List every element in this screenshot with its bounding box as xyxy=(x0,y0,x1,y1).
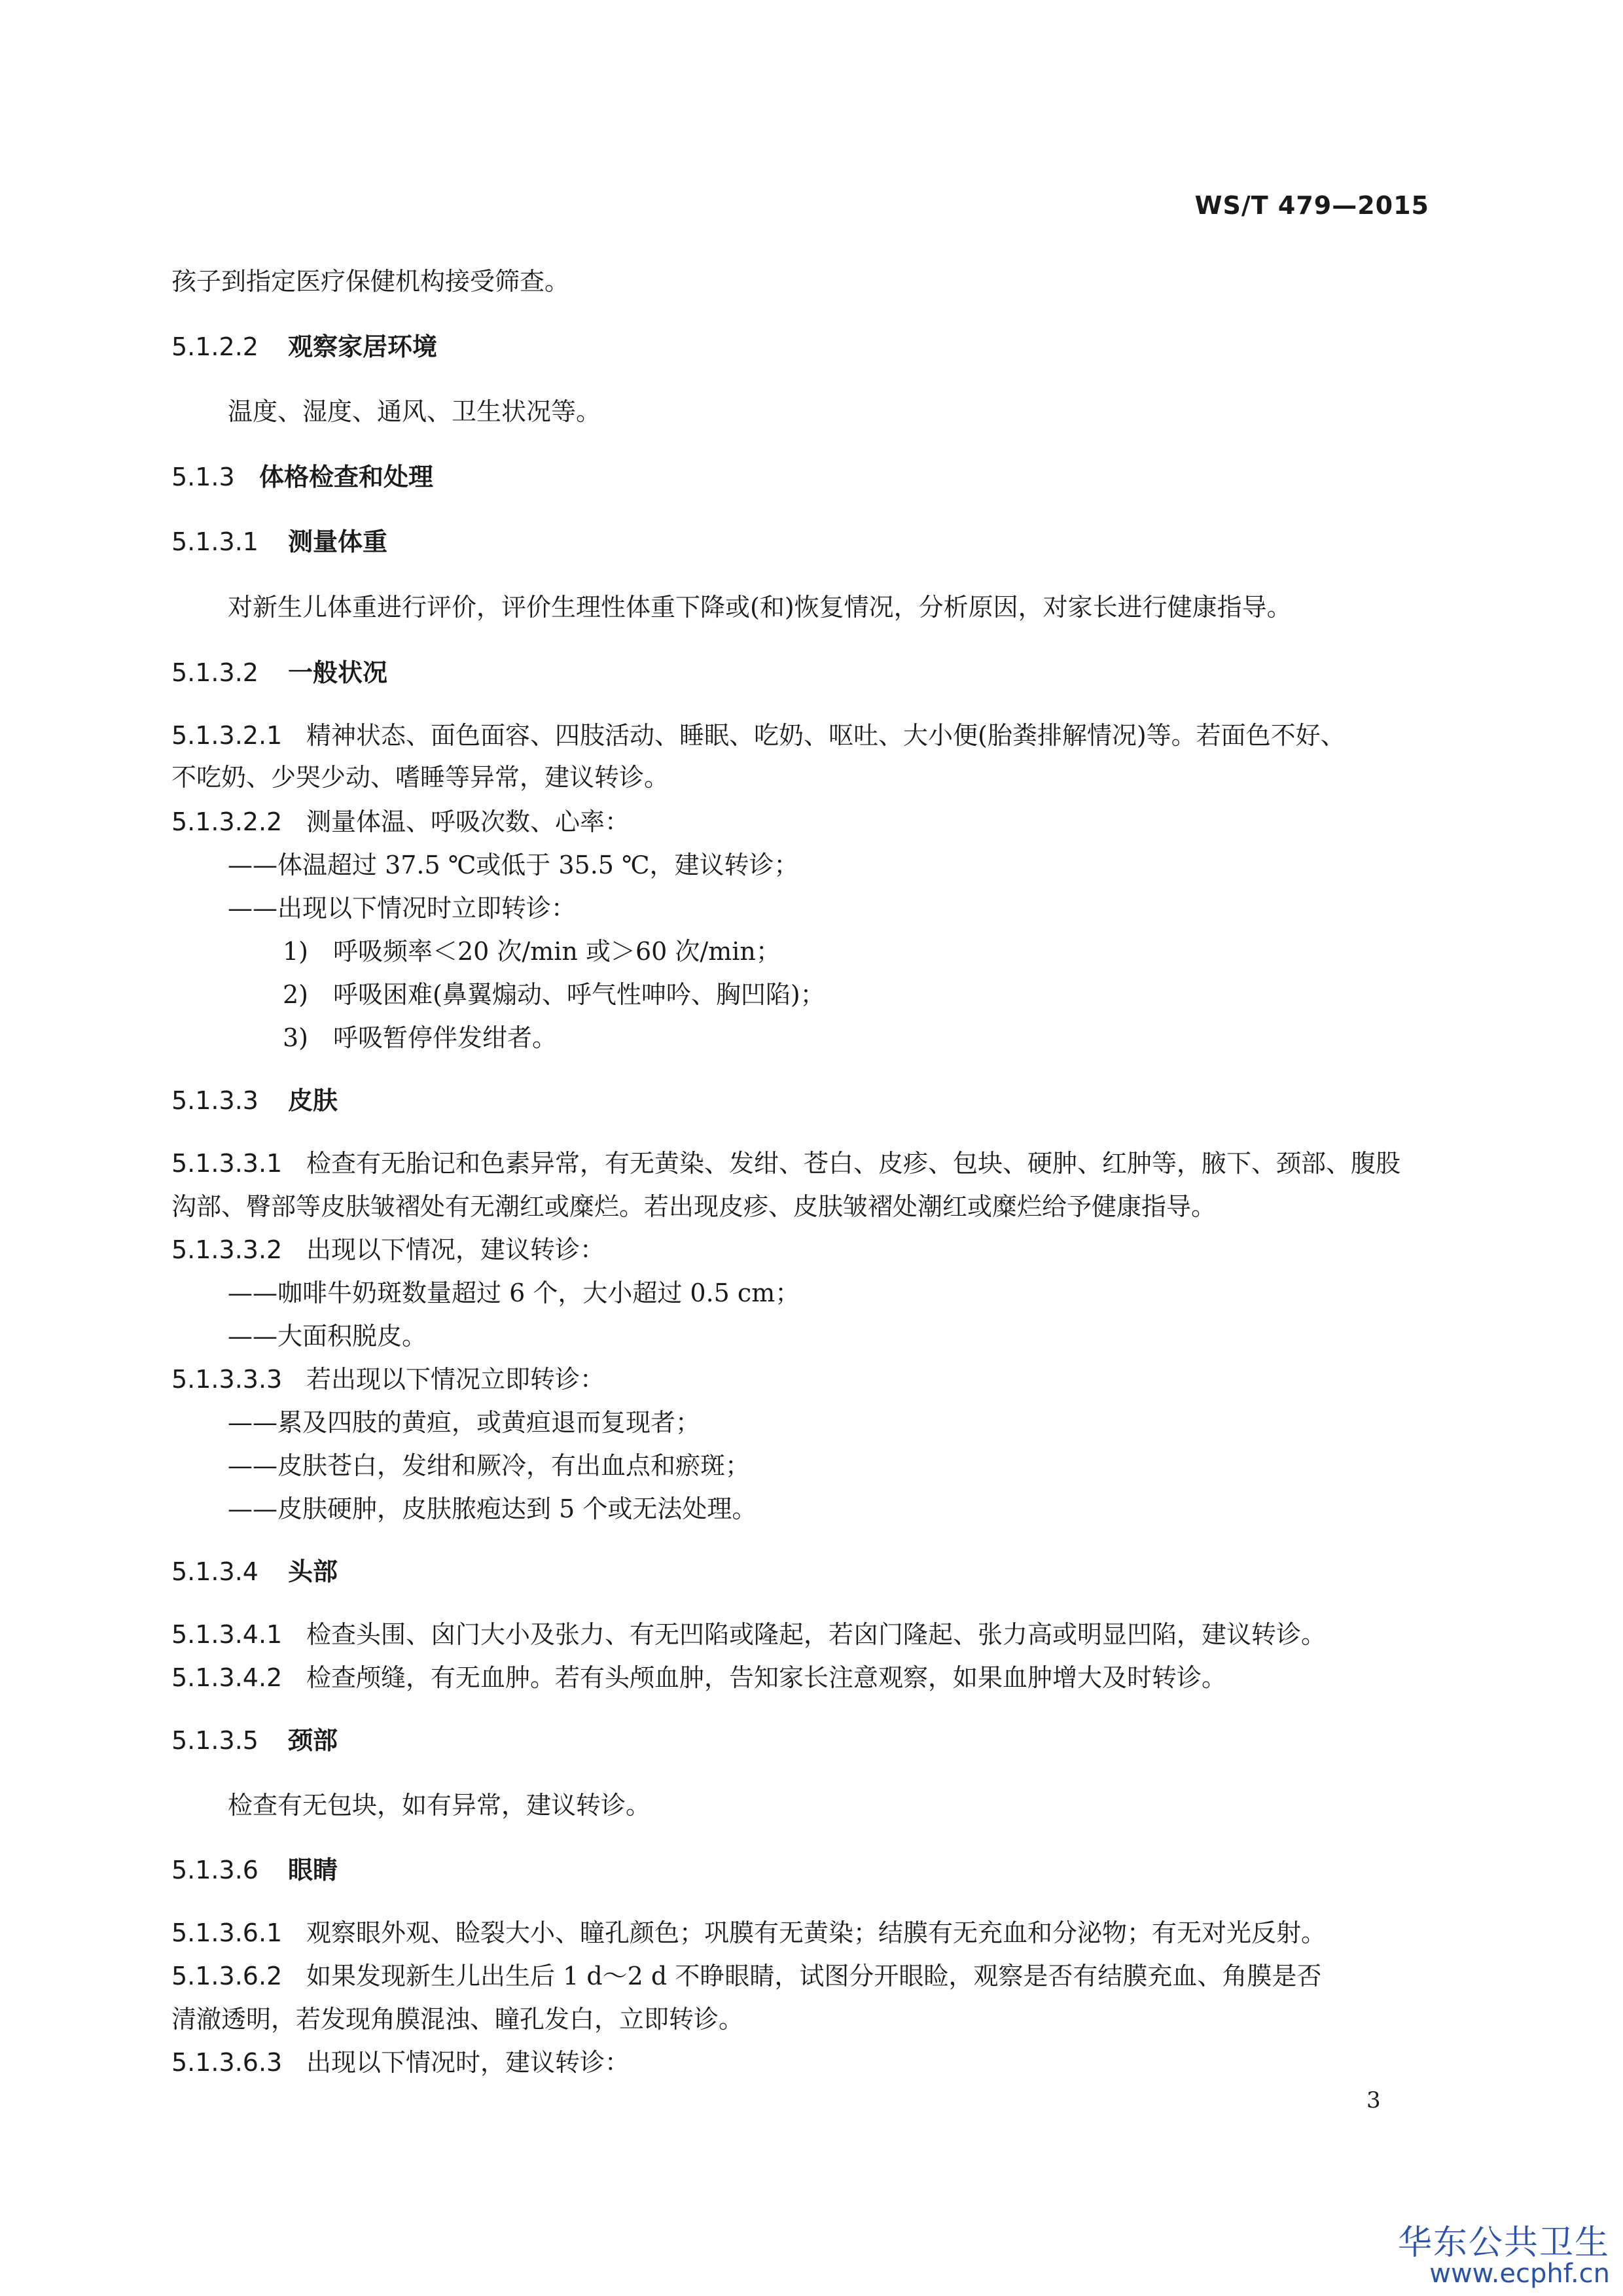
clause-text: 出现以下情况，建议转诊： xyxy=(306,1235,605,1264)
clause-text: 观察眼外观、睑裂大小、瞳孔颜色；巩膜有无黄染；结膜有无充血和分泌物；有无对光反射。 xyxy=(306,1918,1327,1947)
body-text: 清澈透明，若发现角膜混浊、瞳孔发白，立即转诊。 xyxy=(171,2005,744,2034)
watermark-name: 华东公共卫生 xyxy=(1397,2223,1610,2263)
clause-number: 5.1.3.2.1 xyxy=(171,721,283,750)
clause xyxy=(171,2045,630,2079)
dash-item: ——累及四肢的黄疸，或黄疸退而复现者； xyxy=(228,1408,701,1437)
clause-number: 5.1.3.4.2 xyxy=(171,1663,283,1692)
dash-item: ——皮肤硬肿，皮肤脓疱达到 5 个或无法处理。 xyxy=(228,1494,757,1523)
clause-text: 检查有无胎记和色素异常，有无黄染、发绀、苍白、皮疹、包块、硬肿、红肿等，腋下、颈部、腹股 xyxy=(306,1149,1401,1178)
section-number: 5.1.3.1 xyxy=(171,527,259,556)
body-text: 温度、湿度、通风、卫生状况等。 xyxy=(228,397,601,426)
clause-number: 5.1.3.6.1 xyxy=(171,1918,283,1947)
section-heading xyxy=(171,525,387,559)
numbered-item: 3) 呼吸暂停伴发绀者。 xyxy=(283,1023,558,1052)
body-text: 不吃奶、少哭少动、嗜睡等异常，建议转诊。 xyxy=(171,763,669,792)
clause-text: 若出现以下情况立即转诊： xyxy=(306,1365,605,1394)
clause-text: 出现以下情况时，建议转诊： xyxy=(306,2048,630,2077)
dash-item: ——出现以下情况时立即转诊： xyxy=(228,894,577,923)
section-number: 5.1.3.6 xyxy=(171,1856,259,1884)
section-heading xyxy=(171,1723,338,1757)
clause xyxy=(171,1617,1326,1651)
body-text: 检查有无包块，如有异常，建议转诊。 xyxy=(228,1791,651,1820)
section-number: 5.1.3.2 xyxy=(171,658,259,687)
numbered-item: 2) 呼吸困难(鼻翼煽动、呼气性呻吟、胸凹陷)； xyxy=(283,980,825,1009)
section-heading xyxy=(171,1555,338,1589)
clause-text: 测量体温、呼吸次数、心率： xyxy=(306,807,630,836)
section-heading xyxy=(171,656,387,690)
clause xyxy=(171,718,1346,752)
clause xyxy=(171,1362,605,1396)
dash-item: ——体温超过 37.5 ℃或低于 35.5 ℃，建议转诊； xyxy=(228,851,799,879)
section-title: 体格检查和处理 xyxy=(259,463,434,491)
body-text: 对新生儿体重进行评价，评价生理性体重下降或(和)恢复情况，分析原因，对家长进行健康指导。 xyxy=(228,593,1292,622)
clause-number: 5.1.3.3.3 xyxy=(171,1365,283,1394)
section-heading xyxy=(171,460,433,494)
clause-text: 检查头围、囟门大小及张力、有无凹陷或隆起，若囟门隆起、张力高或明显凹陷，建议转诊。 xyxy=(306,1620,1327,1649)
clause-text: 如果发现新生儿出生后 1 d～2 d 不睁眼睛，试图分开眼睑，观察是否有结膜充血、角膜是否 xyxy=(306,1962,1322,1990)
clause xyxy=(171,805,630,839)
dash-item: ——大面积脱皮。 xyxy=(228,1322,427,1351)
section-number: 5.1.3.3 xyxy=(171,1086,259,1115)
dash-item: ——皮肤苍白，发绀和厥冷，有出血点和瘀斑； xyxy=(228,1451,751,1480)
section-title: 颈部 xyxy=(288,1726,338,1755)
section-heading xyxy=(171,330,437,364)
clause xyxy=(171,1661,1226,1695)
section-title: 一般状况 xyxy=(288,658,388,687)
section-number: 5.1.3.5 xyxy=(171,1726,259,1755)
body-text: 沟部、臀部等皮肤皱褶处有无潮红或糜烂。若出现皮疹、皮肤皱褶处潮红或糜烂给予健康指导。 xyxy=(171,1192,1217,1221)
section-number: 5.1.3 xyxy=(171,463,235,491)
section-title: 观察家居环境 xyxy=(288,332,438,361)
numbered-item: 1) 呼吸频率＜20 次/min 或＞60 次/min； xyxy=(283,937,781,966)
section-title: 测量体重 xyxy=(288,527,388,556)
section-heading xyxy=(171,1084,338,1118)
section-number: 5.1.2.2 xyxy=(171,332,259,361)
clause-number: 5.1.3.2.2 xyxy=(171,807,283,836)
standard-number: WS/T 479—2015 xyxy=(1194,191,1429,220)
section-title: 头部 xyxy=(288,1557,338,1586)
clause-number: 5.1.3.3.2 xyxy=(171,1235,283,1264)
clause-number: 5.1.3.6.3 xyxy=(171,2048,283,2077)
section-title: 皮肤 xyxy=(288,1086,338,1115)
clause-number: 5.1.3.4.1 xyxy=(171,1620,283,1649)
clause-number: 5.1.3.6.2 xyxy=(171,1962,283,1990)
clause-number: 5.1.3.3.1 xyxy=(171,1149,283,1178)
clause-text: 精神状态、面色面容、四肢活动、睡眠、吃奶、呕吐、大小便(胎粪排解情况)等。若面色不好、 xyxy=(306,721,1346,750)
clause xyxy=(171,1916,1326,1950)
clause xyxy=(171,1146,1400,1180)
clause-text: 检查颅缝，有无血肿。若有头颅血肿，告知家长注意观察，如果血肿增大及时转诊。 xyxy=(306,1663,1227,1692)
watermark-url[interactable]: www.ecphf.cn xyxy=(1429,2259,1610,2289)
page-number: 3 xyxy=(1366,2087,1381,2113)
section-number: 5.1.3.4 xyxy=(171,1557,259,1586)
clause xyxy=(171,1959,1321,1993)
dash-item: ——咖啡牛奶斑数量超过 6 个，大小超过 0.5 cm； xyxy=(228,1279,800,1307)
section-heading xyxy=(171,1853,338,1887)
body-text: 孩子到指定医疗保健机构接受筛查。 xyxy=(171,267,570,296)
clause xyxy=(171,1233,605,1267)
section-title: 眼睛 xyxy=(288,1856,338,1884)
